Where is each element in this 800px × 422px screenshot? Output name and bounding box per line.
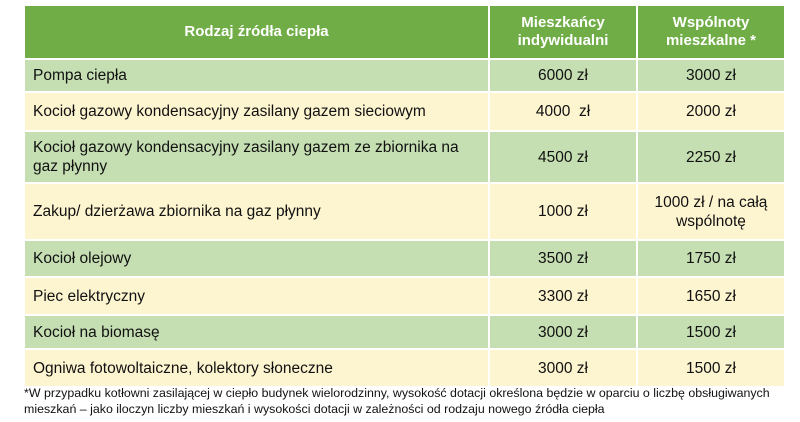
row-community-amount: 1500 zł <box>637 315 785 349</box>
row-individual-amount: 1000 zł <box>489 183 637 240</box>
row-heat-source: Kocioł na biomasę <box>24 315 489 349</box>
row-individual-amount: 3500 zł <box>489 240 637 277</box>
row-individual-amount: 3000 zł <box>489 349 637 387</box>
row-heat-source: Kocioł gazowy kondensacyjny zasilany gazem ze zbiornika na gaz płynny <box>24 131 489 183</box>
table-row <box>24 240 785 277</box>
table-row <box>24 59 785 92</box>
row-individual-amount: 4500 zł <box>489 131 637 183</box>
row-community-amount: 2000 zł <box>637 92 785 131</box>
row-community-amount: 1000 zł / na całą wspólnotę <box>637 183 785 240</box>
row-community-amount: 1650 zł <box>637 277 785 315</box>
row-individual-amount: 4000 zł <box>489 92 637 131</box>
table-row <box>24 315 785 349</box>
row-community-amount: 1500 zł <box>637 349 785 387</box>
row-heat-source: Kocioł olejowy <box>24 240 489 277</box>
row-heat-source: Piec elektryczny <box>24 277 489 315</box>
row-heat-source: Zakup/ dzierżawa zbiornika na gaz płynny <box>24 183 489 240</box>
row-heat-source: Pompa ciepła <box>24 59 489 92</box>
footnote: *W przypadku kotłowni zasilającej w ciepło budynek wielorodzinny, wysokość dotacji określona będzie w oparciu o liczbę obsługiwanych mieszkań – jako iloczyn liczby mieszkań i wysokości dotacji w zależności od rodzaju nowego źródła ciepła <box>24 386 770 416</box>
header-heat-source-type: Rodzaj źródła ciepła <box>24 5 489 59</box>
row-heat-source: Ogniwa fotowoltaiczne, kolektory słoneczne <box>24 349 489 387</box>
table-row <box>24 131 785 183</box>
table-header-row <box>24 5 785 59</box>
table-row <box>24 183 785 240</box>
table-row <box>24 349 785 387</box>
row-heat-source: Kocioł gazowy kondensacyjny zasilany gazem sieciowym <box>24 92 489 131</box>
header-individual-residents: Mieszkańcy indywidualni <box>489 5 637 59</box>
row-community-amount: 1750 zł <box>637 240 785 277</box>
header-housing-communities: Wspólnoty mieszkalne * <box>637 5 785 59</box>
table-row <box>24 277 785 315</box>
row-community-amount: 3000 zł <box>637 59 785 92</box>
table-row <box>24 92 785 131</box>
row-individual-amount: 6000 zł <box>489 59 637 92</box>
row-individual-amount: 3000 zł <box>489 315 637 349</box>
row-individual-amount: 3300 zł <box>489 277 637 315</box>
subsidy-table <box>23 4 786 388</box>
row-community-amount: 2250 zł <box>637 131 785 183</box>
